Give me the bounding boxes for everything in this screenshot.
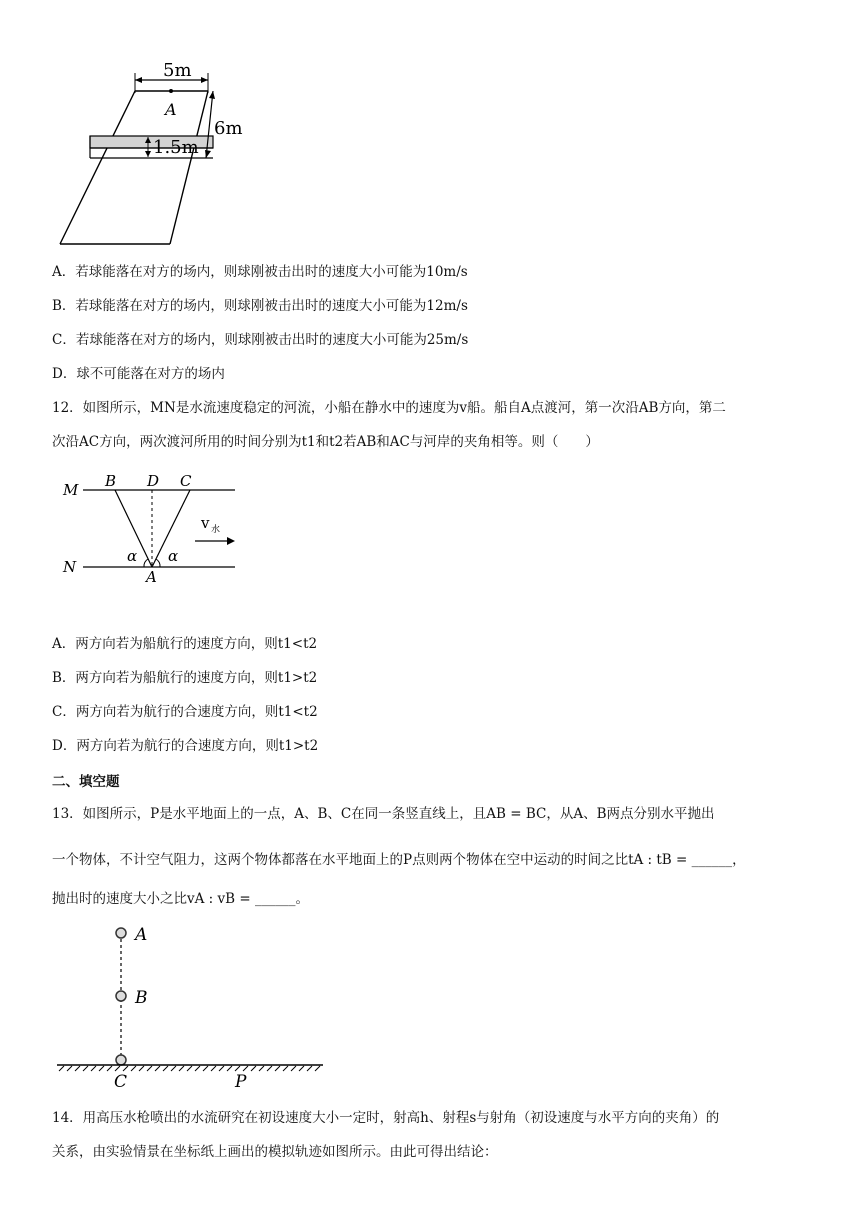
label-c: C [180, 472, 192, 490]
velocity-label: v [201, 514, 210, 532]
q13-stem-line1: 13．如图所示，P是水平地面上的一点，A、B、C在同一条竖直线上，且AB = BC，从A、B两点分别水平抛出 [52, 806, 715, 822]
label-a: A [146, 568, 157, 586]
label-d: D [147, 472, 160, 490]
q12-stem-line1: 12．如图所示，MN是水流速度稳定的河流，小船在静水中的速度为v船。船自A点渡河，第一次沿AB方向，第二 [52, 400, 726, 416]
q13-stem-line2: 一个物体，不计空气阻力，这两个物体都落在水平地面上的P点则两个物体在空中运动的时间之比tA : tB = ______， [52, 852, 746, 868]
width-label: 5m [163, 60, 192, 81]
q12-option-b: B．两方向若为船航行的速度方向，则t1>t2 [52, 670, 318, 686]
q11-option-d: D．球不可能落在对方的场内 [52, 366, 225, 382]
section-title: 二、填空题 [52, 774, 120, 790]
label-a: A [135, 925, 148, 945]
point-a-label: A [165, 100, 177, 119]
velocity-sub: 水 [211, 525, 221, 535]
label-c: C [114, 1072, 128, 1090]
river-diagram [55, 468, 245, 586]
q12-option-a: A．两方向若为船航行的速度方向，则t1<t2 [52, 636, 318, 652]
label-m: M [63, 481, 79, 499]
alpha-right: α [168, 547, 179, 565]
label-p: P [235, 1072, 247, 1090]
label-n: N [63, 558, 77, 576]
q12-option-d: D．两方向若为航行的合速度方向，则t1>t2 [52, 738, 319, 754]
q14-stem-line1: 14．用高压水枪喷出的水流研究在初设速度大小一定时，射高h、射程s与射角（初设速度与水平方向的夹角）的 [52, 1110, 720, 1126]
label-b: B [105, 472, 117, 490]
q12-stem-line2: 次沿AC方向，两次渡河所用的时间分别为t1和t2若AB和AC与河岸的夹角相等。则（ ） [52, 434, 599, 450]
q12-option-c: C．两方向若为航行的合速度方向，则t1<t2 [52, 704, 318, 720]
q11-option-c: C．若球能落在对方的场内，则球刚被击出时的速度大小可能为25m/s [52, 332, 469, 348]
net-height-label: 1.5m [153, 137, 199, 158]
q13-stem-line3: 抛出时的速度大小之比vA : vB = ______。 [52, 891, 309, 907]
projectile-diagram [55, 920, 335, 1090]
q11-option-a: A．若球能落在对方的场内，则球刚被击出时的速度大小可能为10m/s [52, 264, 468, 280]
q11-option-b: B．若球能落在对方的场内，则球刚被击出时的速度大小可能为12m/s [52, 298, 468, 314]
height-label: 6m [214, 118, 243, 139]
label-b: B [135, 988, 148, 1008]
court-diagram [55, 55, 255, 250]
alpha-left: α [127, 547, 138, 565]
q14-stem-line2: 关系，由实验情景在坐标纸上画出的模拟轨迹如图所示。由此可得出结论： [52, 1144, 498, 1160]
